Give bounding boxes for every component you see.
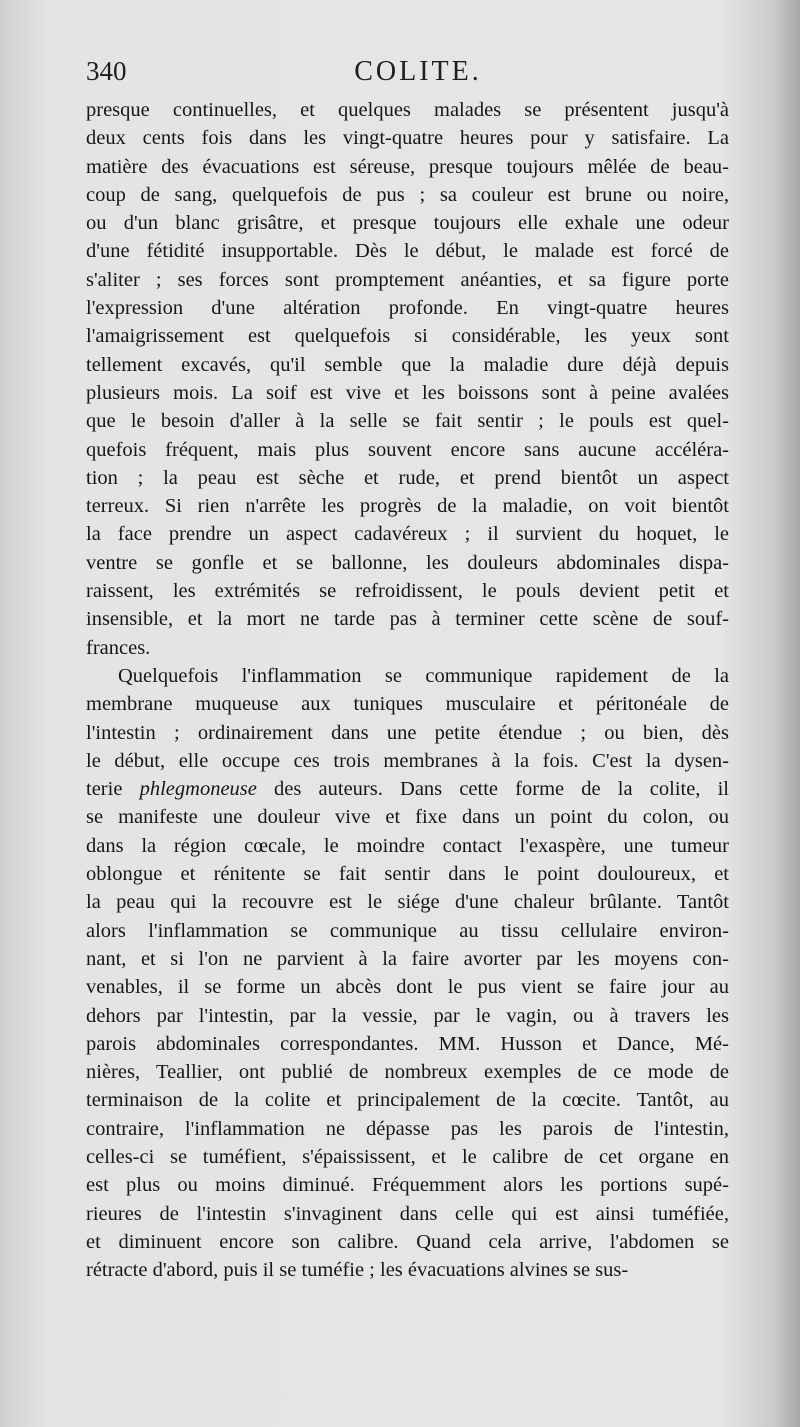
text-line: parois abdominales correspondantes. MM. Husson et Dance, Mé- xyxy=(86,1032,729,1055)
page-number: 340 xyxy=(86,56,127,86)
text-line: dehors par l'intestin, par la vessie, par le vagin, ou à travers les xyxy=(86,1004,729,1027)
text-line: nières, Teallier, ont publié de nombreux exemples de ce mode de xyxy=(86,1061,729,1084)
text-line: coup de sang, quelquefois de pus ; sa couleur est brune ou noire, xyxy=(86,183,729,206)
text-line: tion ; la peau est sèche et rude, et prend bientôt un aspect xyxy=(86,466,729,489)
text-line: le début, elle occupe ces trois membranes à la fois. C'est la dysen- xyxy=(86,749,729,772)
chapter-title: COLITE. xyxy=(354,56,482,87)
text-line: dans la région cœcale, le moindre contact l'exaspère, une tumeur xyxy=(86,834,729,857)
text-line: que le besoin d'aller à la selle se fait sentir ; le pouls est quel- xyxy=(86,410,729,433)
text-line: la face prendre un aspect cadavéreux ; il survient du hoquet, le xyxy=(86,523,729,546)
text-line: la peau qui la recouvre est le siége d'une chaleur brûlante. Tantôt xyxy=(86,891,729,914)
text-line: plusieurs mois. La soif est vive et les boissons sont à peine avalées xyxy=(86,381,729,404)
text-line: insensible, et la mort ne tarde pas à terminer cette scène de souf- xyxy=(86,608,729,631)
paragraph xyxy=(86,96,729,662)
text-line: membrane muqueuse aux tuniques musculaire et péritonéale de xyxy=(86,693,729,716)
text-line: et diminuent encore son calibre. Quand cela arrive, l'abdomen se xyxy=(86,1230,729,1253)
text-line: nant, et si l'on ne parvient à la faire avorter par les moyens con- xyxy=(86,947,729,970)
text-line: terie phlegmoneuse des auteurs. Dans cette forme de la colite, il xyxy=(86,778,729,801)
text-line: ou d'un blanc grisâtre, et presque toujours elle exhale une odeur xyxy=(86,212,729,235)
text-line: tellement excavés, qu'il semble que la maladie dure déjà depuis xyxy=(86,353,729,376)
text-line: d'une fétidité insupportable. Dès le début, le malade est forcé de xyxy=(86,240,729,263)
text-line: ventre se gonfle et se ballonne, les douleurs abdominales dispa- xyxy=(86,551,729,574)
text-body xyxy=(86,96,729,1284)
paragraph xyxy=(86,662,729,1285)
text-line: terreux. Si rien n'arrête les progrès de la maladie, on voit bientôt xyxy=(86,495,729,518)
text-line: l'intestin ; ordinairement dans une petite étendue ; ou bien, dès xyxy=(86,721,729,744)
text-line: alors l'inflammation se communique au tissu cellulaire environ- xyxy=(86,919,729,942)
text-line: Quelquefois l'inflammation se communique rapidement de la xyxy=(118,664,729,687)
text-line: quefois fréquent, mais plus souvent encore sans aucune accéléra- xyxy=(86,438,729,461)
text-line: deux cents fois dans les vingt-quatre heures pour y satisfaire. La xyxy=(86,127,729,150)
text-line: se manifeste une douleur vive et fixe dans un point du colon, ou xyxy=(86,806,729,829)
text-line: est plus ou moins diminué. Fréquemment alors les portions supé- xyxy=(86,1174,729,1197)
text-line: contraire, l'inflammation ne dépasse pas les parois de l'intestin, xyxy=(86,1117,729,1140)
text-line: oblongue et rénitente se fait sentir dans le point douloureux, et xyxy=(86,863,729,886)
text-line: rétracte d'abord, puis il se tuméfie ; les évacuations alvines se sus- xyxy=(86,1259,629,1282)
text-line: terminaison de la colite et principalement de la cœcite. Tantôt, au xyxy=(86,1089,729,1112)
text-line: rieures de l'intestin s'invaginent dans celle qui est ainsi tuméfiée, xyxy=(86,1202,729,1225)
text-line: frances. xyxy=(86,636,151,659)
text-line: l'amaigrissement est quelquefois si considérable, les yeux sont xyxy=(86,325,729,348)
italic-term: phlegmoneuse xyxy=(139,778,257,801)
page-edge-shadow xyxy=(776,0,800,1427)
text-line: l'expression d'une altération profonde. En vingt-quatre heures xyxy=(86,297,729,320)
text-line: venables, il se forme un abcès dont le pus vient se faire jour au xyxy=(86,976,729,999)
text-line: celles-ci se tuméfient, s'épaississent, et le calibre de cet organe en xyxy=(86,1145,729,1168)
text-line: raissent, les extrémités se refroidissent, le pouls devient petit et xyxy=(86,580,729,603)
running-head xyxy=(86,56,740,96)
text-line: matière des évacuations est séreuse, presque toujours mêlée de beau- xyxy=(86,155,729,178)
text-line: s'aliter ; ses forces sont promptement anéanties, et sa figure porte xyxy=(86,268,729,291)
text-line: presque continuelles, et quelques malades se présentent jusqu'à xyxy=(86,99,729,121)
